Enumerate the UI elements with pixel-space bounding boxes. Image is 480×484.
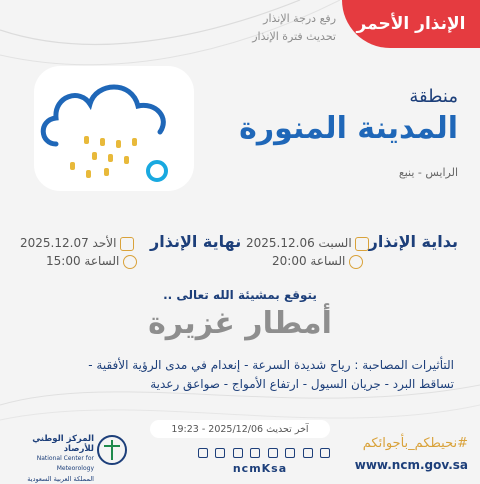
x-icon[interactable] (198, 448, 208, 458)
website-link[interactable]: www.ncm.gov.sa (354, 458, 468, 472)
raise-level-text: رفع درجة الإنذار (263, 12, 336, 25)
instagram-icon[interactable] (303, 448, 313, 458)
ncm-logo (16, 430, 128, 483)
end-title: نهاية الإنذار (150, 232, 242, 251)
facebook-icon[interactable] (285, 448, 295, 458)
weather-icon-card (34, 66, 194, 191)
end-time-label: الساعة (84, 254, 120, 268)
city-name: المدينة المنورة (239, 111, 458, 146)
clock-icon (349, 255, 363, 269)
impacts-line-2: تساقط البرد - جريان السيول - ارتفاع الأمواج - صواعق رعدية (150, 377, 454, 391)
end-date-row (20, 236, 134, 251)
start-title: بداية الإنذار (368, 232, 458, 251)
end-day: الأحد (92, 236, 117, 250)
impacts (30, 356, 454, 394)
alert-changes (236, 10, 336, 46)
end-period (150, 232, 241, 251)
snapchat-icon[interactable] (250, 448, 260, 458)
clock-icon (123, 255, 137, 269)
youtube-icon[interactable] (215, 448, 225, 458)
last-update: آخر تحديث 2025/12/06 - 19:23 (150, 420, 330, 438)
end-date: 2025.12.07 (20, 236, 89, 250)
rain-cloud-icon (34, 66, 194, 191)
org-country: المملكة العربية السعودية (27, 475, 94, 483)
calendar-icon (120, 237, 134, 251)
update-period-text: تحديث فترة الإنذار (252, 30, 336, 43)
start-period (369, 232, 458, 251)
threads-icon[interactable] (320, 448, 330, 458)
tiktok-icon[interactable] (233, 448, 243, 458)
end-time-row (46, 254, 137, 269)
linkedin-icon[interactable] (268, 448, 278, 458)
districts: الرايس - ينبع (398, 166, 458, 179)
phenomenon: أمطار غزيرة (148, 306, 332, 341)
calendar-icon (355, 237, 369, 251)
start-date: 2025.12.06 (246, 236, 315, 250)
end-time: 15:00 (46, 254, 81, 268)
start-time-row (272, 254, 363, 269)
social-handle: ncmKsa (232, 462, 288, 475)
alert-level-badge (342, 0, 480, 48)
start-date-row (246, 236, 369, 251)
start-time-label: الساعة (310, 254, 346, 268)
start-day: السبت (318, 236, 352, 250)
impacts-line-1: التأثيرات المصاحبة : رياح شديدة السرعة - إنعدام في مدى الرؤية الأفقية - (88, 358, 454, 372)
forecast-intro: يتوقع بمشيئة الله تعالى .. (163, 288, 317, 302)
region-label: منطقة (409, 86, 458, 107)
alert-level-text: الإنذار الأحمر (356, 14, 466, 34)
social-icons (198, 446, 330, 460)
start-time: 20:00 (272, 254, 307, 268)
hashtag: #نحيطكم_بأجوائكم (362, 436, 468, 451)
org-name-ar: المركز الوطني للأرصاد (32, 434, 94, 454)
org-name-en: National Center for Meteorology (36, 455, 94, 472)
